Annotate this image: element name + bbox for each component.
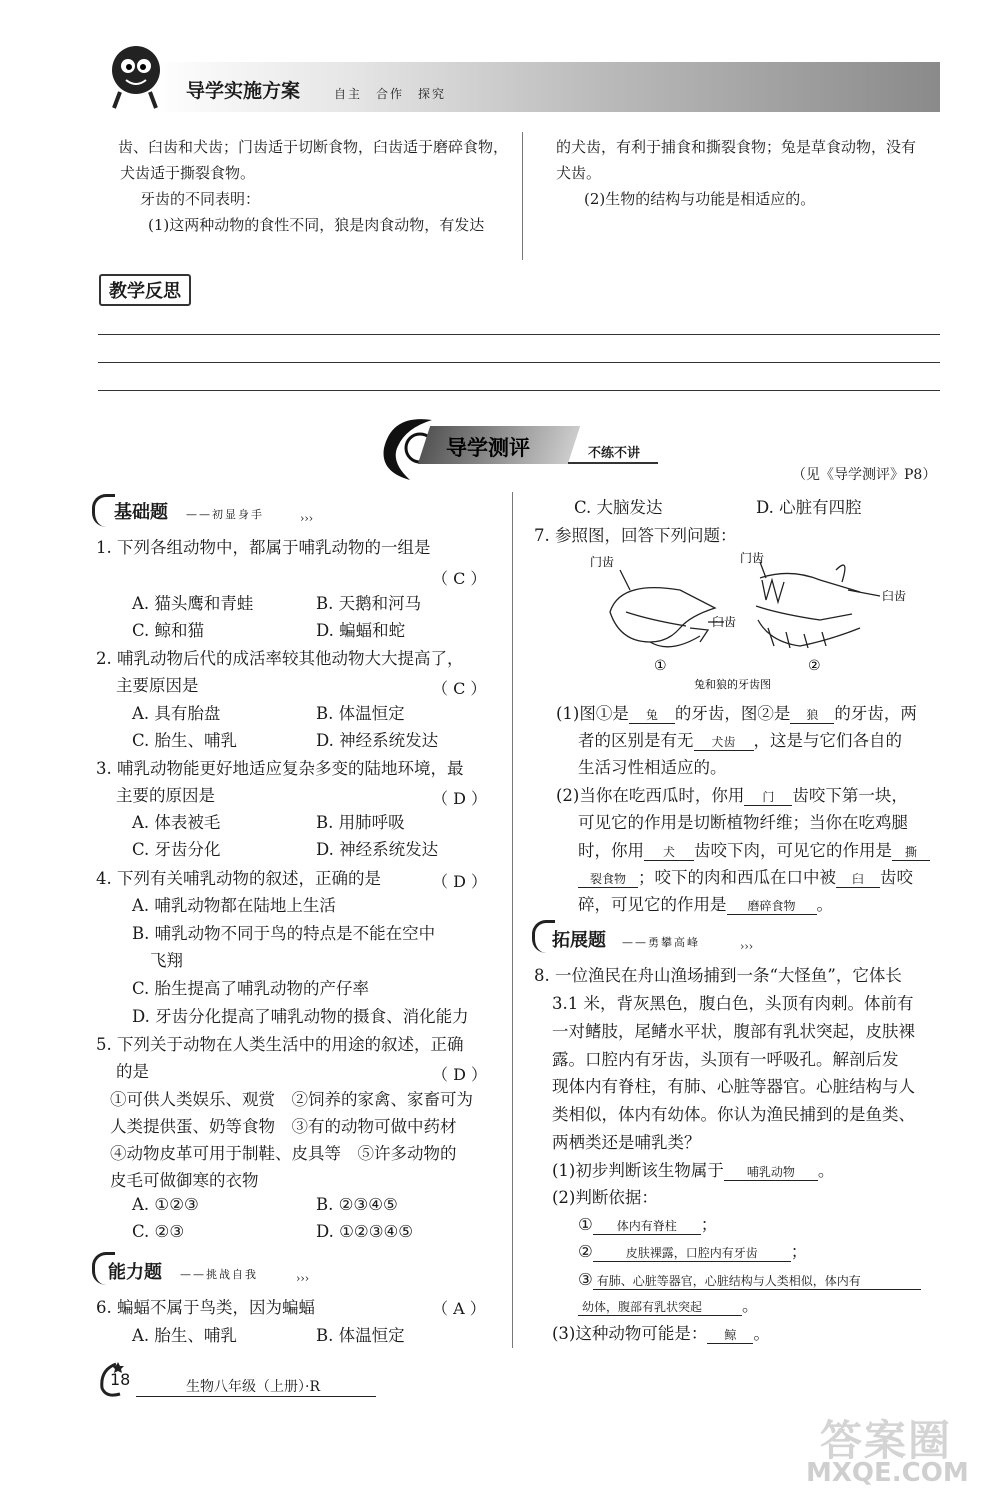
basic-title: 基础题 [114, 502, 168, 523]
watermark-url: MXQE.COM [806, 1458, 969, 1488]
header-subtitle: 自主 合作 探究 [334, 87, 447, 101]
blank: 兔 [629, 707, 675, 724]
q8-line: 两栖类还是哺乳类？ [552, 1133, 701, 1152]
q8-line: 8. 一位渔民在舟山渔场捕到一条“大怪鱼”，它体长 [534, 966, 902, 985]
footer-text: 生物八年级（上册）·R [186, 1379, 320, 1395]
extend-tag: ——勇攀高峰 [622, 936, 700, 949]
q2-stem: 主要原因是 [116, 676, 199, 695]
teeth-figure [590, 550, 920, 690]
q8-line: 一对鳍肢，尾鳍水平状，腹部有乳状突起，皮肤裸 [552, 1022, 915, 1041]
q1-option: B. 天鹅和河马 [316, 594, 422, 613]
q3-stem: 主要的原因是 [116, 786, 215, 805]
header-title: 导学实施方案 [186, 80, 301, 102]
q5-option: B. ②③④⑤ [316, 1195, 398, 1214]
q4-option: C. 胎生提高了哺乳动物的产仔率 [132, 979, 370, 998]
blank: 哺乳动物 [724, 1164, 818, 1181]
chevron-icon: ››› [740, 940, 754, 953]
q6-option: A. 胎生、哺乳 [132, 1326, 237, 1345]
q8-line: 露。口腔内有牙齿，头顶有一呼吸孔。解剖后发 [552, 1050, 899, 1069]
ability-tag: ——挑战自我 [180, 1268, 258, 1281]
q5-stem: 5. 下列关于动物在人类生活中的用途的叙述，正确 [96, 1035, 464, 1054]
reflection-line [98, 334, 940, 335]
banner-title: 导学测评 [446, 436, 530, 460]
q5-line: 人类提供蛋、奶等食物 ③有的动物可做中药材 [110, 1117, 457, 1136]
q2-option: D. 神经系统发达 [316, 731, 439, 750]
chevron-icon: ››› [296, 1272, 310, 1285]
q8-reason: ① 体内有脊柱 ； [578, 1215, 718, 1234]
reflection-label: 教学反思 [99, 274, 191, 306]
banner-tag: 不练不讲 [588, 446, 641, 461]
blank: 有肺、心脏等器官，心脏结构与人类相似，体内有 [593, 1273, 921, 1290]
watermark-logo: 答案圈 [820, 1416, 953, 1465]
q8-reason: ② 皮肤裸露，口腔内有牙齿 ； [578, 1242, 808, 1261]
fig-label-molar1: 臼齿 [712, 615, 737, 629]
q8-line: 3.1 米，背灰黑色，腹白色，头顶有肉刺。体前有 [552, 994, 914, 1013]
q3-option: C. 牙齿分化 [132, 840, 221, 859]
top-right-text: 的犬齿，有利于捕食和撕裂食物；兔是草食动物，没有 犬齿。 (2)生物的结构与功能是相适应的。 [556, 138, 917, 208]
q8-line: 现体内有脊柱，有肺、心脏等器官。心脏结构与人 [552, 1077, 915, 1096]
q1-option: C. 鲸和猫 [132, 621, 205, 640]
fig-label-n1: ① [654, 658, 667, 674]
reflection-line [98, 390, 940, 391]
q7-part1: (1)图①是 兔 的牙齿，图②是 狼 的牙齿，两 [556, 704, 917, 723]
fig-label-incisor1: 门齿 [590, 555, 615, 569]
reflection-line [98, 362, 940, 363]
q3-option: B. 用肺呼吸 [316, 813, 405, 832]
banner-underline [568, 462, 658, 464]
q6-stem: 6. 蝙蝠不属于鸟类，因为蝙蝠 [96, 1298, 315, 1317]
blank: 犬 [644, 844, 694, 861]
extend-title: 拓展题 [552, 930, 606, 951]
q2-option: C. 胎生、哺乳 [132, 731, 238, 750]
q7-part2: (2)当你在吃西瓜时，你用 门 齿咬下第一块， [556, 786, 908, 805]
column-divider [522, 132, 523, 260]
q8-line: 类相似，体内有幼体。你认为渔民捕到的是鱼类、 [552, 1105, 915, 1124]
blank: 幼体，腹部有乳状突起 [578, 1299, 742, 1316]
q8-reason: ③ 有肺、心脏等器官，心脏结构与人类相似，体内有 [578, 1266, 921, 1294]
q8-sub1: (1)初步判断该生物属于 哺乳动物 。 [552, 1161, 835, 1180]
q6-answer: （ A ） [432, 1299, 486, 1318]
q5-line: ④动物皮革可用于制鞋、皮具等 ⑤许多动物的 [110, 1144, 457, 1163]
q3-option: A. 体表被毛 [132, 813, 221, 832]
q7-part1-line3: 生活习性相适应的。 [578, 758, 727, 777]
q5-option: C. ②③ [132, 1222, 185, 1241]
q2-answer: （ C ） [432, 679, 487, 698]
q5-answer: （ D ） [432, 1065, 488, 1084]
q2-option: A. 具有胎盘 [132, 704, 221, 723]
page-number: 18 [110, 1370, 131, 1389]
column-divider [512, 492, 513, 1348]
q6-option: B. 体温恒定 [316, 1326, 405, 1345]
q3-option: D. 神经系统发达 [316, 840, 439, 859]
chevron-icon: ››› [300, 512, 314, 525]
q4-option: B. 哺乳动物不同于鸟的特点是不能在空中 [132, 924, 436, 943]
footer-line [136, 1396, 376, 1397]
blank: 磨碎食物 [727, 898, 817, 915]
ability-title: 能力题 [108, 1262, 162, 1283]
blank: 撕 [892, 844, 930, 861]
q5-stem: 的是 [116, 1062, 149, 1081]
q3-stem: 3. 哺乳动物能更好地适应复杂多变的陆地环境，最 [96, 759, 464, 778]
q6-option: C. 大脑发达 [574, 498, 663, 517]
blank: 犬齿 [694, 734, 754, 751]
blank: 门 [744, 789, 792, 806]
q4-option: D. 牙齿分化提高了哺乳动物的摄食、消化能力 [132, 1007, 469, 1026]
q4-answer: （ D ） [432, 872, 488, 891]
q7-stem: 7. 参照图，回答下列问题： [534, 526, 737, 545]
blank: 裂食物 [578, 871, 638, 888]
q5-option: A. ①②③ [132, 1195, 199, 1214]
q1-option: A. 猫头鹰和青蛙 [132, 594, 254, 613]
q8-sub3: (3)这种动物可能是： 鲸 。 [552, 1324, 770, 1343]
blank: 皮肤裸露，口腔内有牙齿 [593, 1245, 791, 1262]
q8-sub2: (2)判断依据： [552, 1188, 658, 1207]
fig-label-molar2: 臼齿 [882, 589, 907, 603]
fig-label-incisor2: 门齿 [740, 551, 765, 565]
q5-line: 皮毛可做御寒的衣物 [110, 1171, 259, 1190]
mascot-icon [100, 40, 170, 112]
q2-option: B. 体温恒定 [316, 704, 405, 723]
blank: 狼 [790, 707, 834, 724]
q1-answer: （ C ） [432, 569, 487, 588]
q8-reason-cont: 幼体，腹部有乳状突起 。 [578, 1292, 759, 1320]
q7-part2-line5: 碎，可见它的作用是 磨碎食物 。 [578, 895, 833, 914]
banner-ref: （见《导学测评》P8） [792, 467, 937, 483]
q5-option: D. ①②③④⑤ [316, 1222, 414, 1241]
q7-part2-line2: 可见它的作用是切断植物纤维；当你在吃鸡腿 [578, 813, 908, 832]
q7-part2-line4: 裂食物 ；咬下的肉和西瓜在口中被 臼 齿咬 [578, 864, 913, 892]
q6-option: D. 心脏有四腔 [756, 498, 862, 517]
fig-caption: 兔和狼的牙齿图 [694, 678, 771, 690]
top-left-text: 齿、臼齿和犬齿；门齿适于切断食物，臼齿适于磨碎食物， 犬齿适于撕裂食物。 牙齿的不同表明： (1)这两种动物的食性不同，狼是肉食动物，有发达 [118, 138, 509, 234]
q4-stem: 4. 下列有关哺乳动物的叙述，正确的是 [96, 869, 381, 888]
q4-option: 飞翔 [150, 951, 183, 970]
section-bracket [92, 494, 115, 527]
q7-part2-line3: 时，你用 犬 齿咬下肉，可见它的作用是 撕 [578, 837, 930, 865]
q2-stem: 2. 哺乳动物后代的成活率较其他动物大大提高了， [96, 649, 464, 668]
fig-label-n2: ② [808, 658, 821, 674]
blank: 臼 [836, 871, 880, 888]
basic-tag: ——初显身手 [186, 508, 264, 521]
q1-option: D. 蝙蝠和蛇 [316, 621, 406, 640]
q1-stem: 1. 下列各组动物中，都属于哺乳动物的一组是 [96, 538, 431, 557]
q3-answer: （ D ） [432, 789, 488, 808]
q5-line: ①可供人类娱乐、观赏 ②饲养的家禽、家畜可为 [110, 1090, 473, 1109]
blank: 鲸 [707, 1327, 753, 1344]
q7-part1-line2: 者的区别是有无 犬齿 ，这是与它们各自的 [578, 731, 902, 750]
q4-option: A. 哺乳动物都在陆地上生活 [132, 896, 336, 915]
blank: 体内有脊柱 [593, 1218, 701, 1235]
